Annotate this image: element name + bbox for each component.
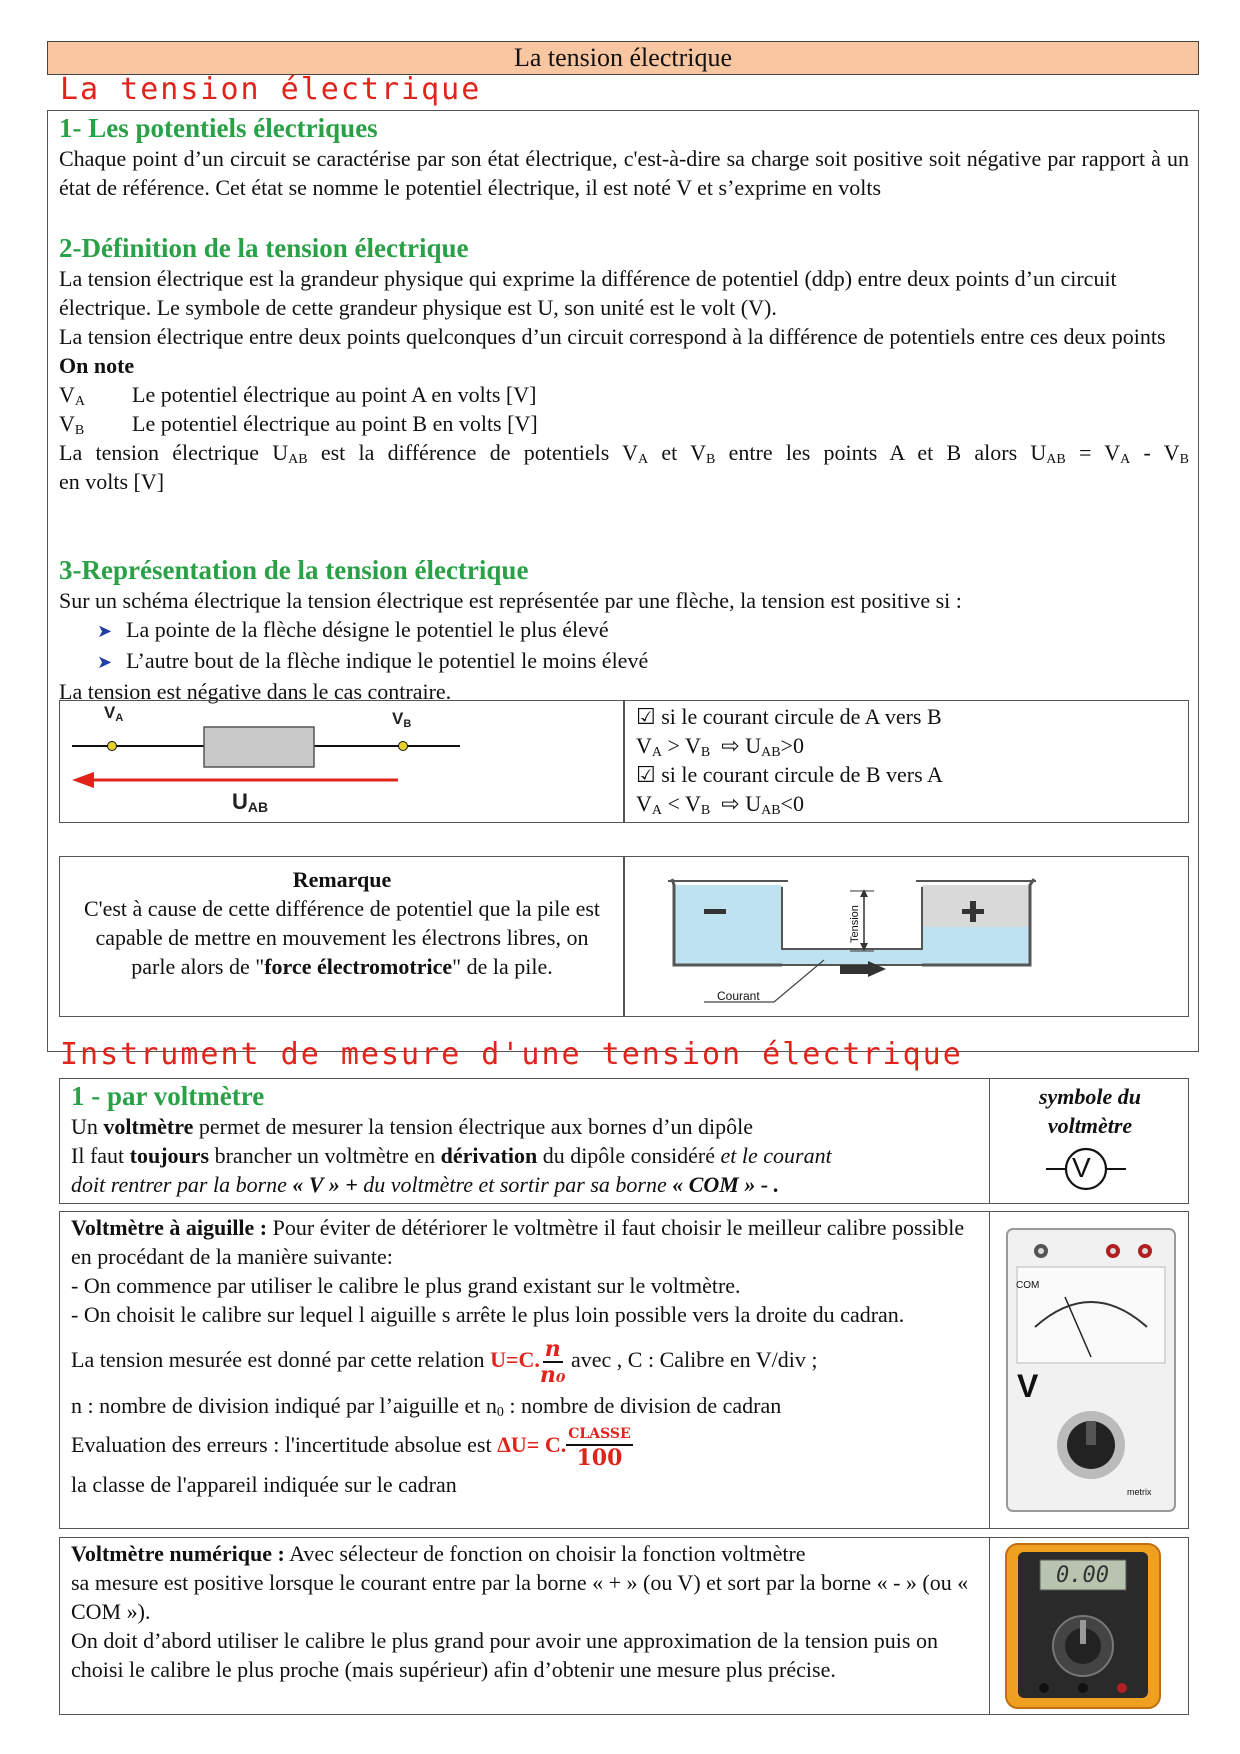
on-note-label: On note (59, 353, 135, 378)
remarque-cell (59, 856, 625, 1017)
vb-label: $V_B$ (392, 709, 412, 730)
com-terminal-label: COM (1016, 1280, 1040, 1291)
multimeter-display: 0.00 (1056, 1563, 1109, 1588)
uab-relation: La tension électrique $U_{AB}$ est la différence de potentiels $V_A$ et $V_B$ entre les points A et B alors $U_{AB} = V_A - V_B$ (59, 440, 1189, 467)
voltmetre-divider (989, 1078, 990, 1204)
uab-label: $U_{AB}$ (232, 789, 269, 815)
va-label: $V_A$ (104, 703, 124, 724)
arrow-bullet-icon: ➤ (97, 621, 113, 641)
checkbox-icon: ☑ (636, 704, 656, 729)
aiguille-text: Voltmètre à aiguille : Pour éviter de détériorer le voltmètre il faut choisir le meilleur calibre possible en procédant de la manière suivante: - On commence par utiliser le calibre le plus grand existant sur le voltmètre. - On choisit le calibre sur lequel l aiguille s arrête le plus loin possible vers la droite du cadran. La tension mesurée est donné par cette relation U=C. $\frac{n}{\text{n₀}}$ avec , C : Calibre en V/div ; n : nombre de division indiqué par l’aiguille et $n_0$ : nombre de division de cadran Evaluation des erreurs : l'incertitude absolue est ΔU= C. $\frac{\text{CLASSE}}{100}$ la classe de l'appareil indiquée sur le cadran (71, 1213, 983, 1499)
heading-representation: 3-Représentation de la tension électrique (59, 555, 529, 585)
bullet-1: ➤ La pointe de la flèche désigne le potentiel le plus élevé (97, 617, 609, 642)
heading-definition: 2-Définition de la tension électrique (59, 233, 469, 263)
checkbox-icon: ☑ (636, 762, 656, 787)
remarque-text: Remarque C'est à cause de cette différence de potentiel que la pile est capable de mettre en mouvement les électrons libres, on parle alors de "force électromotrice" de la pile. (60, 857, 624, 981)
v-dial-label: V (1017, 1368, 1039, 1404)
numerique-divider (989, 1537, 990, 1715)
voltmetre-text: 1 - par voltmètre Un voltmètre permet de mesurer la tension électrique aux bornes d’un dipôle Il faut toujours brancher un voltmètre en dérivation du dipôle considéré et le courant doit rentrer par la borne « V » + du voltmètre et sortir par sa borne « COM » - . (71, 1080, 989, 1199)
uab-unit: en volts [V] (59, 469, 165, 494)
conditions-cell (623, 700, 1189, 823)
aiguille-divider (989, 1211, 990, 1529)
numerique-text: Voltmètre numérique : Avec sélecteur de fonction on choisir la fonction voltmètre sa mesure est positive lorsque le courant entre par la borne « + » (ou V) et sort par la borne « - » (ou « COM »). On doit d’abord utiliser le calibre le plus grand pour avoir une approximation de la tension puis on choisi le calibre le plus proche (mais supérieur) afin d’obtenir une mesure plus précise. (71, 1541, 969, 1682)
fraction-n-n0: $\frac{n}{\text{n₀}}$ (539, 1336, 566, 1388)
section-representation (59, 554, 1189, 706)
text-potentiels: Chaque point d’un circuit se caractérise par son état électrique, c'est-à-dire sa charge soit positive soit négative par rapport à un état de référence. Cet état se nomme le potentiel électrique, il est noté V et s’exprime en volts (59, 146, 1189, 200)
heading-potentiels: 1- Les potentiels électriques (59, 113, 378, 143)
error-relation: Evaluation des erreurs : l'incertitude absolue est ΔU= C. $\frac{\text{CLASSE}}{100}$ (71, 1426, 631, 1471)
voltmeter-symbol-letter: V (1072, 1152, 1091, 1183)
brand-label: metrix (1127, 1487, 1152, 1497)
remarque-title: Remarque (292, 867, 392, 892)
voltmetre-symbol-label: symbole du voltmètre (1038, 1084, 1142, 1138)
section-potentiels (59, 112, 1189, 202)
text-negative: La tension est négative dans le cas contraire. (59, 679, 452, 704)
banner-tension: La tension électrique (60, 72, 482, 107)
circuit-diagram-cell (59, 700, 625, 823)
text-definition-1: La tension électrique est la grandeur physique qui exprime la différence de potentiel (ddp) entre deux points d’un circuit électrique. Le symbole de cette grandeur physique est U, son unité est le volt (V). (59, 266, 1117, 320)
page-title: La tension électrique (47, 41, 1199, 75)
bullet-2: ➤ L’autre bout de la flèche indique le potentiel le moins élevé (97, 648, 649, 673)
relation-positive: $V_A > V_B$ ⇨ $U_{AB}>0$ (636, 733, 804, 760)
tank-diagram-cell: Tension Courant (623, 856, 1189, 1017)
arrow-bullet-icon: ➤ (97, 652, 113, 672)
vb-definition: $V_B$ Le potentiel électrique au point B en volts [V] (59, 411, 538, 438)
tension-relation: La tension mesurée est donné par cette relation U=C. $\frac{n}{\text{n₀}}$ avec , C : Calibre en V/div ; (71, 1336, 818, 1388)
courant-label: Courant (717, 989, 760, 1003)
implies-arrow-icon: ⇨ (721, 733, 740, 758)
va-definition: $V_A$ Le potentiel électrique au point A en volts [V] (59, 382, 537, 409)
communicating-vessels-diagram (624, 857, 1187, 1015)
heading-voltmetre: 1 - par voltmètre (71, 1081, 265, 1111)
fraction-classe-100: $\frac{\text{CLASSE}}{100}$ (568, 1426, 631, 1471)
relation-negative: $V_A < V_B$ ⇨ $U_{AB}<0$ (636, 791, 804, 818)
text-representation: Sur un schéma électrique la tension électrique est représentée par une flèche, la tension est positive si : (59, 588, 962, 613)
resistor-diagram (60, 701, 623, 821)
condition-b-to-a: ☑ si le courant circule de B vers A (636, 762, 943, 787)
section-definition (59, 232, 1189, 496)
implies-arrow-icon: ⇨ (721, 791, 740, 816)
banner-instrument: Instrument de mesure d'une tension électrique (60, 1037, 963, 1072)
text-definition-2: La tension électrique entre deux points quelconques d’un circuit correspond à la différence de potentiels entre ces deux points (59, 324, 1166, 349)
condition-a-to-b: ☑ si le courant circule de A vers B (636, 704, 942, 729)
